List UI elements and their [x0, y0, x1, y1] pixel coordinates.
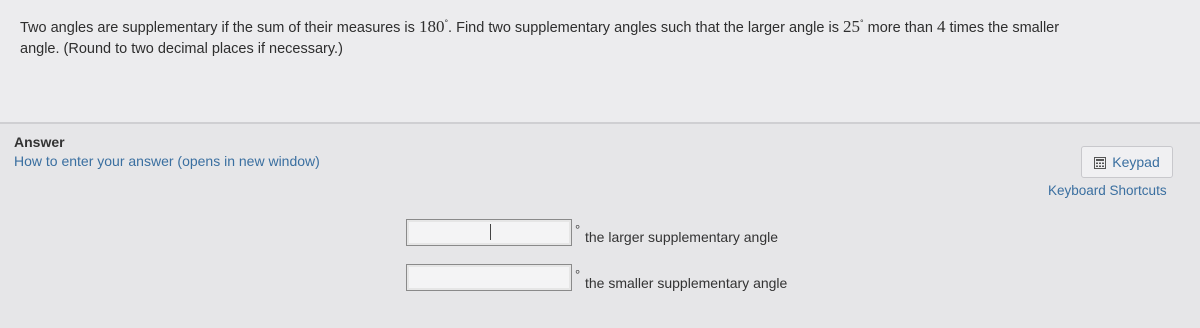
question-text-line-2: angle. (Round to two decimal places if necessary.): [20, 41, 343, 57]
question-text-part: times the smaller: [945, 20, 1060, 36]
question-text-line-1: [20, 17, 1059, 37]
text-caret: [490, 224, 491, 240]
larger-angle-label: the larger supplementary angle: [585, 229, 779, 245]
calculator-icon: [1094, 156, 1106, 168]
question-text-part: . Find two supplementary angles such that the larger angle is: [448, 20, 843, 36]
degree-symbol: °: [575, 267, 581, 282]
keypad-button[interactable]: [1081, 146, 1173, 178]
total-value: 180: [418, 17, 445, 36]
larger-angle-input[interactable]: [406, 219, 572, 246]
keypad-label: Keypad: [1112, 154, 1160, 170]
how-to-enter-link[interactable]: How to enter your answer (opens in new window): [14, 153, 320, 169]
answer-heading: Answer: [14, 134, 65, 150]
keyboard-shortcuts-link[interactable]: Keyboard Shortcuts: [1048, 183, 1167, 198]
question-panel: [0, 0, 1200, 124]
degree-mark: °: [860, 18, 864, 29]
difference-value: 25: [843, 17, 860, 36]
smaller-angle-label: the smaller supplementary angle: [585, 275, 788, 291]
multiplier-value: 4: [936, 17, 946, 36]
question-text-part: Two angles are supplementary if the sum of their measures is: [20, 20, 419, 36]
degree-mark: °: [444, 18, 449, 29]
question-text-part: more than: [863, 20, 937, 36]
degree-symbol: °: [575, 222, 581, 237]
smaller-angle-input[interactable]: [406, 264, 572, 291]
